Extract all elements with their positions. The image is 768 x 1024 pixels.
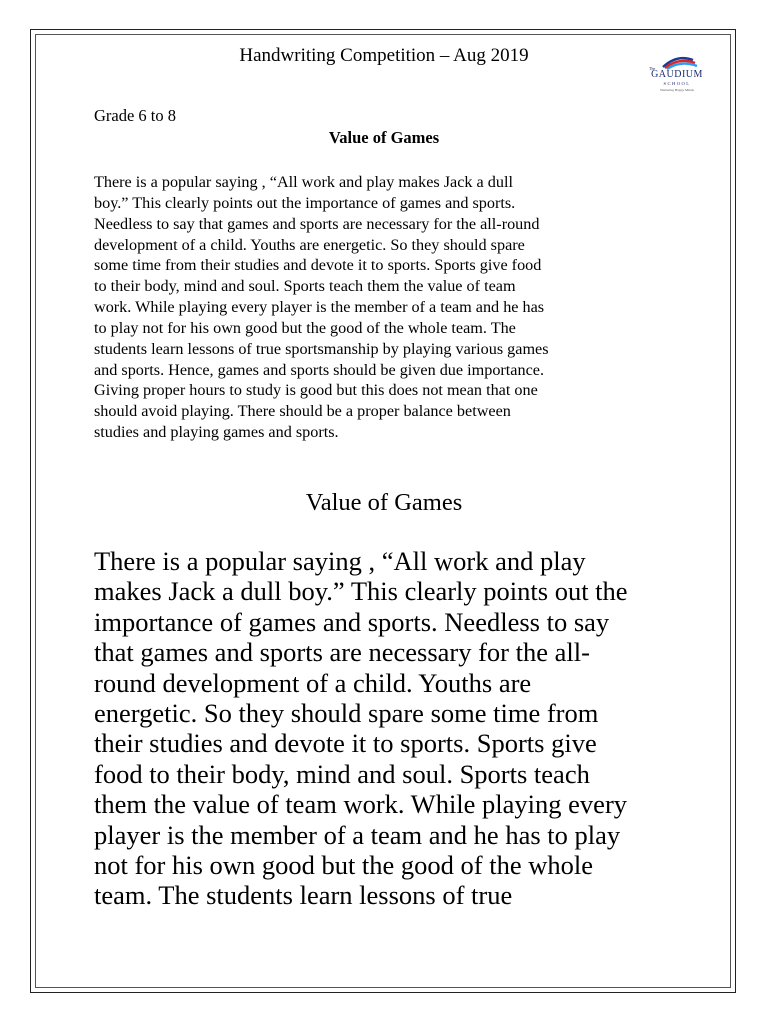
- grade-label: Grade 6 to 8: [94, 106, 177, 125]
- paragraph-line: some time from their studies and devote it to sports. Sports give food: [94, 256, 542, 275]
- paragraph-line: team. The students learn lessons of true: [94, 880, 513, 911]
- paragraph-line: There is a popular saying , “All work and play: [94, 546, 586, 576]
- paragraph-line: and sports. Hence, games and sports should be given due importance.: [94, 360, 544, 379]
- small-section-paragraph: [94, 172, 684, 443]
- page-header-title: Handwriting Competition – Aug 2019: [239, 45, 529, 66]
- paragraph-line: Needless to say that games and sports are necessary for the all-round: [94, 214, 540, 233]
- paragraph-line: to play not for his own good but the good of the whole team. The: [94, 318, 516, 337]
- paragraph-line: them the value of team work. While playing every: [94, 789, 628, 820]
- logo-name-text: GAUDIUM: [651, 69, 703, 80]
- paragraph-line: to their body, mind and soul. Sports teach them the value of team: [94, 277, 516, 296]
- paragraph-line: food to their body, mind and soul. Sports teach: [94, 758, 590, 789]
- paragraph-line: player is the member of a team and he has to play: [94, 819, 621, 850]
- paragraph-line: that games and sports are necessary for the all-: [94, 637, 590, 668]
- large-section-paragraph: [94, 546, 704, 911]
- paragraph-line: development of a child. Youths are energetic. So they should spare: [94, 235, 525, 254]
- paragraph-line: There is a popular saying , “All work and play makes Jack a dull: [94, 173, 513, 191]
- paragraph-line: their studies and devote it to sports. Sports give: [94, 728, 597, 759]
- paragraph-line: should avoid playing. There should be a proper balance between: [94, 402, 511, 421]
- paragraph-line: round development of a child. Youths are: [94, 667, 532, 698]
- paragraph-line: work. While playing every player is the member of a team and he has: [94, 298, 545, 317]
- paragraph-line: importance of games and sports. Needless to say: [94, 606, 610, 637]
- logo-sub-text: SCHOOL: [663, 81, 691, 86]
- small-section-title: Value of Games: [328, 128, 440, 147]
- logo-the-text: The: [649, 66, 656, 71]
- paragraph-line: students learn lessons of true sportsmanship by playing various games: [94, 339, 549, 358]
- paragraph-line: boy.” This clearly points out the importance of games and sports.: [94, 193, 516, 212]
- paragraph-line: energetic. So they should spare some time from: [94, 698, 599, 729]
- paragraph-line: not for his own good but the good of the whole: [94, 850, 594, 881]
- school-logo: [643, 52, 711, 98]
- logo-tagline-text: Nurturing Happy Minds: [660, 88, 694, 92]
- paragraph-line: makes Jack a dull boy.” This clearly points out the: [94, 576, 628, 607]
- large-section-title: Value of Games: [305, 489, 463, 516]
- paragraph-line: studies and playing games and sports.: [94, 423, 339, 442]
- paragraph-line: Giving proper hours to study is good but this does not mean that one: [94, 381, 538, 400]
